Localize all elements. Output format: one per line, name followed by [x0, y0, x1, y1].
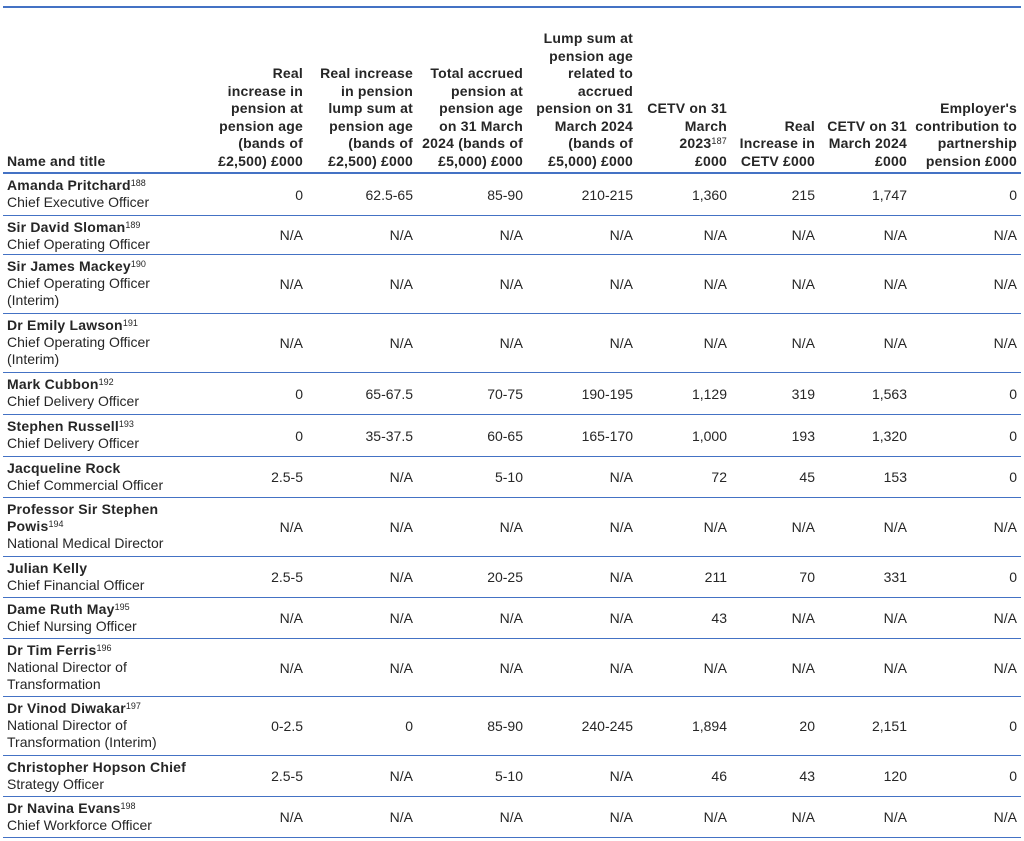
- value-cell: N/A: [993, 659, 1017, 676]
- value-cell: 120: [883, 768, 907, 784]
- value-cell: 1,747: [871, 186, 907, 203]
- value-cell: N/A: [609, 469, 633, 485]
- footnote-ref: 192: [98, 376, 114, 387]
- value-cell: N/A: [609, 227, 633, 243]
- value-cell: 5-10: [494, 768, 523, 784]
- value-cell: N/A: [703, 809, 727, 825]
- name-title-cell: [3, 755, 207, 796]
- name-title-cell: [3, 173, 207, 215]
- person-name: Sir David Sloman: [7, 218, 126, 235]
- value-cell: N/A: [993, 809, 1017, 825]
- value-cell: N/A: [609, 276, 633, 292]
- name-title-cell: [3, 372, 207, 414]
- job-title: National Director of Transformation: [7, 658, 127, 692]
- value-cell: 1,320: [871, 427, 907, 444]
- value-cell: N/A: [609, 610, 633, 626]
- person-name: Stephen Russell: [7, 417, 119, 434]
- name-title-cell: [3, 215, 207, 254]
- header-cetv-2024: CETV on 31 March 2024 £000: [827, 117, 907, 169]
- value-cell: N/A: [389, 809, 413, 825]
- value-cell: N/A: [703, 519, 727, 535]
- job-title: Chief Delivery Officer: [7, 434, 140, 451]
- value-cell: N/A: [609, 659, 633, 676]
- value-cell: N/A: [883, 519, 907, 535]
- name-title-cell: [3, 638, 207, 696]
- value-cell: 72: [711, 469, 727, 485]
- header-real-increase-lump-sum: Real increase in pension lump sum at pension age (bands of £2,500) £000: [320, 65, 413, 169]
- person-name: Dame Ruth May: [7, 600, 115, 617]
- value-cell: N/A: [609, 335, 633, 351]
- value-cell: 85-90: [487, 186, 523, 203]
- value-cell: 0: [1009, 569, 1017, 585]
- person-name: Dr Tim Ferris: [7, 641, 97, 658]
- value-cell: N/A: [389, 659, 413, 676]
- footnote-ref: 197: [125, 700, 141, 711]
- value-cell: 0: [295, 427, 303, 444]
- table-row: [3, 372, 1021, 414]
- job-title: Chief Operating Officer: [7, 235, 150, 252]
- value-cell: N/A: [499, 335, 523, 351]
- value-cell: 0: [1009, 427, 1017, 444]
- value-cell: N/A: [279, 659, 303, 676]
- value-cell: N/A: [389, 227, 413, 243]
- value-cell: 2.5-5: [271, 569, 303, 585]
- value-cell: N/A: [499, 227, 523, 243]
- value-cell: N/A: [499, 809, 523, 825]
- footnote-ref: 196: [96, 642, 112, 653]
- header-cetv-2023: CETV on 31 March 2023$^{187}$ £000: [647, 100, 727, 169]
- value-cell: N/A: [389, 569, 413, 585]
- job-title: Chief Nursing Officer: [7, 617, 137, 634]
- value-cell: 2,151: [871, 718, 907, 734]
- footnote-ref: 198: [120, 800, 136, 811]
- value-cell: N/A: [883, 276, 907, 292]
- value-cell: N/A: [499, 659, 523, 676]
- footnote-ref: 195: [114, 601, 130, 612]
- value-cell: 60-65: [487, 427, 523, 444]
- value-cell: N/A: [883, 227, 907, 243]
- value-cell: N/A: [499, 519, 523, 535]
- value-cell: N/A: [993, 519, 1017, 535]
- value-cell: N/A: [791, 519, 815, 535]
- value-cell: 43: [711, 610, 727, 626]
- value-cell: 210-215: [581, 186, 633, 203]
- value-cell: N/A: [883, 659, 907, 676]
- value-cell: 65-67.5: [365, 385, 413, 402]
- value-cell: 70: [799, 569, 815, 585]
- person-name: Amanda Pritchard: [7, 177, 131, 193]
- person-name: Jacqueline Rock: [7, 459, 121, 476]
- person-name: Mark Cubbon: [7, 375, 99, 392]
- value-cell: 211: [704, 569, 727, 585]
- value-cell: N/A: [883, 335, 907, 351]
- table-row: [3, 638, 1021, 696]
- header-lump-sum-accrued: Lump sum at pension age related to accrued pension on 31 March 2024 (bands of £5,000) £000: [536, 30, 633, 169]
- value-cell: N/A: [389, 768, 413, 784]
- value-cell: N/A: [703, 335, 727, 351]
- value-cell: N/A: [883, 610, 907, 626]
- value-cell: 43: [799, 768, 815, 784]
- value-cell: 1,563: [871, 385, 907, 402]
- job-title: Chief Financial Officer: [7, 576, 145, 593]
- job-title: National Medical Director: [7, 534, 164, 551]
- job-title: Chief Operating Officer (Interim): [7, 333, 150, 367]
- value-cell: N/A: [499, 610, 523, 626]
- header-total-accrued-pension: Total accrued pension at pension age on 31 March 2024 (bands of £5,000) £000: [422, 65, 523, 169]
- value-cell: 35-37.5: [365, 427, 413, 444]
- footnote-ref: 193: [118, 418, 134, 429]
- table-row: [3, 456, 1021, 497]
- value-cell: 0: [1009, 768, 1017, 784]
- name-title-cell: [3, 497, 207, 556]
- value-cell: N/A: [609, 809, 633, 825]
- value-cell: N/A: [703, 227, 727, 243]
- table-row: [3, 556, 1021, 597]
- person-name: Dr Navina Evans: [7, 799, 121, 816]
- value-cell: N/A: [609, 519, 633, 535]
- value-cell: N/A: [609, 768, 633, 784]
- value-cell: 153: [883, 469, 907, 485]
- value-cell: N/A: [791, 335, 815, 351]
- job-title: Chief Workforce Officer: [7, 816, 152, 833]
- value-cell: 0: [295, 385, 303, 402]
- table-row: [3, 414, 1021, 456]
- value-cell: N/A: [499, 276, 523, 292]
- table-row: [3, 696, 1021, 755]
- person-name: Professor Sir Stephen Powis: [7, 500, 159, 534]
- name-title-cell: [3, 414, 207, 456]
- name-title-cell: [3, 796, 207, 837]
- value-cell: 2.5-5: [271, 469, 303, 485]
- person-name: Dr Vinod Diwakar: [7, 699, 126, 716]
- table-row: [3, 254, 1021, 313]
- value-cell: N/A: [279, 227, 303, 243]
- value-cell: 1,894: [691, 718, 727, 734]
- value-cell: N/A: [993, 610, 1017, 626]
- value-cell: N/A: [791, 809, 815, 825]
- value-cell: N/A: [993, 276, 1017, 292]
- value-cell: 215: [791, 186, 815, 203]
- value-cell: N/A: [389, 519, 413, 535]
- value-cell: N/A: [993, 227, 1017, 243]
- header-row: [3, 7, 1021, 173]
- value-cell: N/A: [279, 519, 303, 535]
- table-row: [3, 173, 1021, 215]
- value-cell: N/A: [993, 335, 1017, 351]
- footnote-ref: 190: [130, 258, 146, 269]
- job-title: Chief Operating Officer (Interim): [7, 274, 150, 308]
- value-cell: 0: [1009, 469, 1017, 485]
- value-cell: N/A: [279, 335, 303, 351]
- value-cell: 319: [791, 385, 815, 402]
- name-title-cell: [3, 313, 207, 372]
- value-cell: 0: [1009, 186, 1017, 203]
- table-row: [3, 497, 1021, 556]
- name-title-cell: [3, 556, 207, 597]
- value-cell: 0: [295, 186, 303, 203]
- table-row: [3, 215, 1021, 254]
- header-name-title: Name and title: [7, 152, 106, 169]
- table-row: [3, 755, 1021, 796]
- value-cell: 1,000: [691, 427, 727, 444]
- value-cell: 45: [799, 469, 815, 485]
- value-cell: 193: [791, 427, 815, 444]
- value-cell: 2.5-5: [271, 768, 303, 784]
- table-row: [3, 597, 1021, 638]
- header-real-increase-pension: Real increase in pension at pension age (bands of £2,500) £000: [218, 65, 303, 169]
- value-cell: 20: [799, 718, 815, 734]
- value-cell: 0: [1009, 718, 1017, 734]
- name-title-cell: [3, 254, 207, 313]
- value-cell: 1,129: [691, 385, 727, 402]
- value-cell: N/A: [279, 276, 303, 292]
- footnote-ref: 194: [48, 518, 64, 529]
- value-cell: N/A: [389, 335, 413, 351]
- job-title: Chief Commercial Officer: [7, 476, 164, 493]
- value-cell: N/A: [389, 276, 413, 292]
- value-cell: 0-2.5: [271, 718, 303, 734]
- value-cell: 240-245: [581, 718, 633, 734]
- header-real-increase-cetv: Real Increase in CETV £000: [739, 117, 815, 169]
- value-cell: N/A: [883, 809, 907, 825]
- value-cell: N/A: [791, 610, 815, 626]
- value-cell: 190-195: [581, 385, 633, 402]
- footnote-ref: 189: [125, 219, 141, 230]
- table-row: [3, 796, 1021, 837]
- value-cell: N/A: [279, 610, 303, 626]
- job-title: Strategy Officer: [7, 775, 105, 792]
- name-title-cell: [3, 597, 207, 638]
- name-title-cell: [3, 456, 207, 497]
- value-cell: 85-90: [487, 718, 523, 734]
- table-row: [3, 313, 1021, 372]
- value-cell: N/A: [703, 276, 727, 292]
- value-cell: 20-25: [487, 569, 523, 585]
- value-cell: N/A: [389, 469, 413, 485]
- footnote-ref: 188: [130, 178, 146, 188]
- footnote-ref: 191: [122, 317, 138, 328]
- value-cell: N/A: [703, 659, 727, 676]
- value-cell: 46: [711, 768, 727, 784]
- value-cell: N/A: [389, 610, 413, 626]
- value-cell: 1,360: [691, 186, 727, 203]
- value-cell: 331: [883, 569, 907, 585]
- value-cell: 62.5-65: [365, 186, 413, 203]
- value-cell: 70-75: [487, 385, 523, 402]
- person-name: Christopher Hopson Chief: [7, 758, 187, 775]
- value-cell: N/A: [791, 659, 815, 676]
- value-cell: 0: [405, 718, 413, 734]
- value-cell: 165-170: [581, 427, 633, 444]
- value-cell: N/A: [609, 569, 633, 585]
- value-cell: N/A: [279, 809, 303, 825]
- pension-table: [3, 6, 1021, 838]
- job-title: Chief Delivery Officer: [7, 392, 140, 409]
- value-cell: 0: [1009, 385, 1017, 402]
- header-employer-contribution: Employer's contribution to partnership pension £000: [915, 100, 1017, 169]
- job-title: Chief Executive Officer: [7, 194, 150, 210]
- person-name: Julian Kelly: [7, 559, 88, 576]
- value-cell: N/A: [791, 276, 815, 292]
- name-title-cell: [3, 696, 207, 755]
- person-name: Dr Emily Lawson: [7, 316, 123, 333]
- job-title: National Director of Transformation (Interim): [7, 716, 157, 750]
- value-cell: N/A: [791, 227, 815, 243]
- value-cell: 5-10: [494, 469, 523, 485]
- person-name: Sir James Mackey: [7, 257, 131, 274]
